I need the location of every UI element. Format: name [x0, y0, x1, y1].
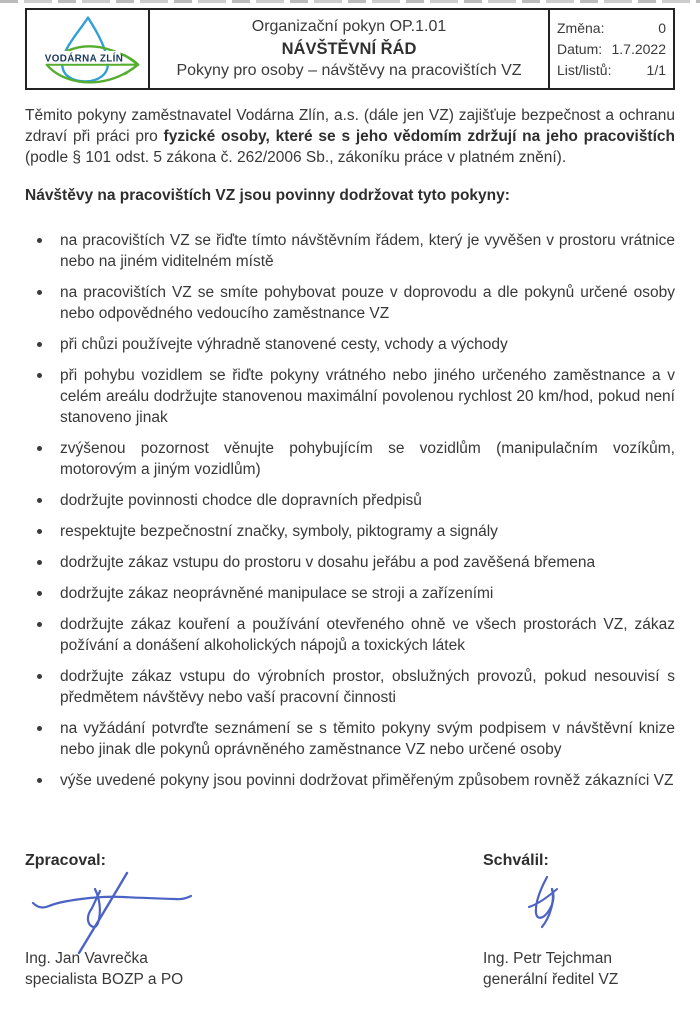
vodarna-zlin-logo-icon: [34, 14, 142, 84]
list-item: [25, 282, 675, 324]
signature-block-approver: [483, 851, 675, 990]
meta-label: Změna:: [557, 20, 605, 36]
bullet-text: na pracovištích VZ se smíte pohybovat pouze v doprovodu a dle pokynů určené osoby nebo odpovědného vedoucího zaměstnance VZ: [60, 284, 675, 322]
bullet-text: respektujte bezpečnostní značky, symboly, piktogramy a signály: [60, 523, 498, 540]
bullet-icon: [37, 622, 42, 627]
instructions-list: [25, 230, 675, 791]
author-role: specialista BOZP a PO: [25, 971, 184, 988]
document-header-table: [25, 8, 675, 90]
doc-subtitle: Pokyny pro osoby – návštěvy na pracovištích VZ: [176, 62, 522, 79]
bullet-text: dodržujte zákaz vstupu do prostoru v dosahu jeřábu a pod zavěšená břemena: [60, 554, 596, 571]
bullet-text: dodržujte zákaz neoprávněné manipulace se stroji a zařízeními: [60, 585, 494, 602]
meta-value: 1.7.2022: [611, 41, 666, 57]
doc-title: NÁVŠTĚVNÍ ŘÁD: [281, 40, 417, 58]
list-item: [25, 365, 675, 428]
intro-text-2: (podle § 101 odst. 5 zákona č. 262/2006 Sb., zákoníku práce v platném znění).: [25, 149, 567, 166]
meta-value: 1/1: [646, 62, 666, 78]
approver-role: generální ředitel VZ: [483, 971, 619, 988]
bullet-icon: [37, 529, 42, 534]
bullet-icon: [37, 446, 42, 451]
intro-text-1: Těmito pokyny zaměstnavatel Vodárna Zlín, a.s. (dále jen VZ) zajišťuje bezpečnost a ochranu zdraví při práci pro: [25, 107, 675, 145]
intro-paragraph: [25, 105, 675, 168]
bullet-text: při chůzi používejte výhradně stanovené cesty, vchody a východy: [60, 336, 508, 353]
list-item: [25, 614, 675, 656]
bullet-text: dodržujte zákaz kouření a používání otevřeného ohně ve všech prostorách VZ, zákaz požívání a donášení alkoholických nápojů a toxických látek: [60, 616, 675, 654]
bullet-text: dodržujte zákaz vstupu do výrobních prostor, obslužných provozů, pokud nesouvisí s předmětem návštěvy nebo vaší pracovní činnosti: [60, 668, 675, 706]
signature-section: [25, 851, 675, 990]
author-name: Ing. Jan Vavrečka: [25, 950, 148, 967]
list-item: [25, 334, 675, 355]
logo-wordmark: VODÁRNA ZLÍN: [44, 53, 123, 65]
bullet-icon: [37, 778, 42, 783]
list-item: [25, 770, 675, 791]
author-signature-icon: [27, 863, 207, 955]
title-cell: [150, 10, 548, 88]
list-item: [25, 666, 675, 708]
logo-cell: [27, 10, 150, 88]
list-item: [25, 521, 675, 542]
doc-code: Organizační pokyn OP.1.01: [251, 18, 447, 35]
signature-block-author: [25, 851, 325, 990]
bullet-icon: [37, 238, 42, 243]
bullet-icon: [37, 290, 42, 295]
bullet-text: na pracovištích VZ se řiďte tímto návštěvním řádem, který je vyvěšen v prostoru vrátnice nebo na jiném viditelném místě: [60, 232, 675, 270]
bullet-icon: [37, 674, 42, 679]
meta-label: Datum:: [557, 41, 603, 57]
bullet-icon: [37, 591, 42, 596]
approver-name: Ing. Petr Tejchman: [483, 950, 612, 967]
scan-artifact-line: [0, 0, 700, 3]
intro-text-bold: fyzické osoby, které se s jeho vědomím zdržují na jeho pracovištích: [163, 128, 675, 145]
bullet-text: zvýšenou pozornost věnujte pohybujícím se vozidlům (manipulačním vozíkům, motorovým a jiným vozidlům): [60, 440, 675, 478]
approver-label: Schválil:: [483, 852, 549, 869]
meta-row-pages: [557, 60, 666, 81]
list-item: [25, 583, 675, 604]
bullet-icon: [37, 342, 42, 347]
bullet-icon: [37, 498, 42, 503]
meta-label: List/listů:: [557, 62, 612, 78]
list-item: [25, 552, 675, 573]
author-label: Zpracoval:: [25, 852, 106, 869]
bullet-text: na vyžádání potvrďte seznámení se s těmito pokyny svým podpisem v návštěvní knize nebo jinak dle pokynů oprávněného zaměstnance VZ nebo určené osoby: [60, 720, 675, 758]
list-item: [25, 490, 675, 511]
bullet-text: dodržujte povinnosti chodce dle dopravních předpisů: [60, 492, 422, 509]
bullet-text: výše uvedené pokyny jsou povinni dodržovat přiměřeným způsobem rovněž zákazníci VZ: [60, 772, 674, 789]
bullet-icon: [37, 373, 42, 378]
meta-cell: [548, 10, 673, 88]
meta-row-date: [557, 39, 666, 60]
list-item: [25, 230, 675, 272]
approver-signature-icon: [513, 873, 577, 935]
section-heading: Návštěvy na pracovištích VZ jsou povinny dodržovat tyto pokyny:: [25, 187, 510, 204]
bullet-icon: [37, 560, 42, 565]
list-item: [25, 438, 675, 480]
list-item: [25, 718, 675, 760]
meta-row-change: [557, 18, 666, 39]
bullet-icon: [37, 726, 42, 731]
meta-value: 0: [658, 20, 666, 36]
bullet-text: při pohybu vozidlem se řiďte pokyny vrátného nebo jiného určeného zaměstnance a v celém areálu dodržujte stanovenou maximální povolenou rychlost 20 km/hod, pokud není stanoveno jinak: [60, 367, 675, 426]
